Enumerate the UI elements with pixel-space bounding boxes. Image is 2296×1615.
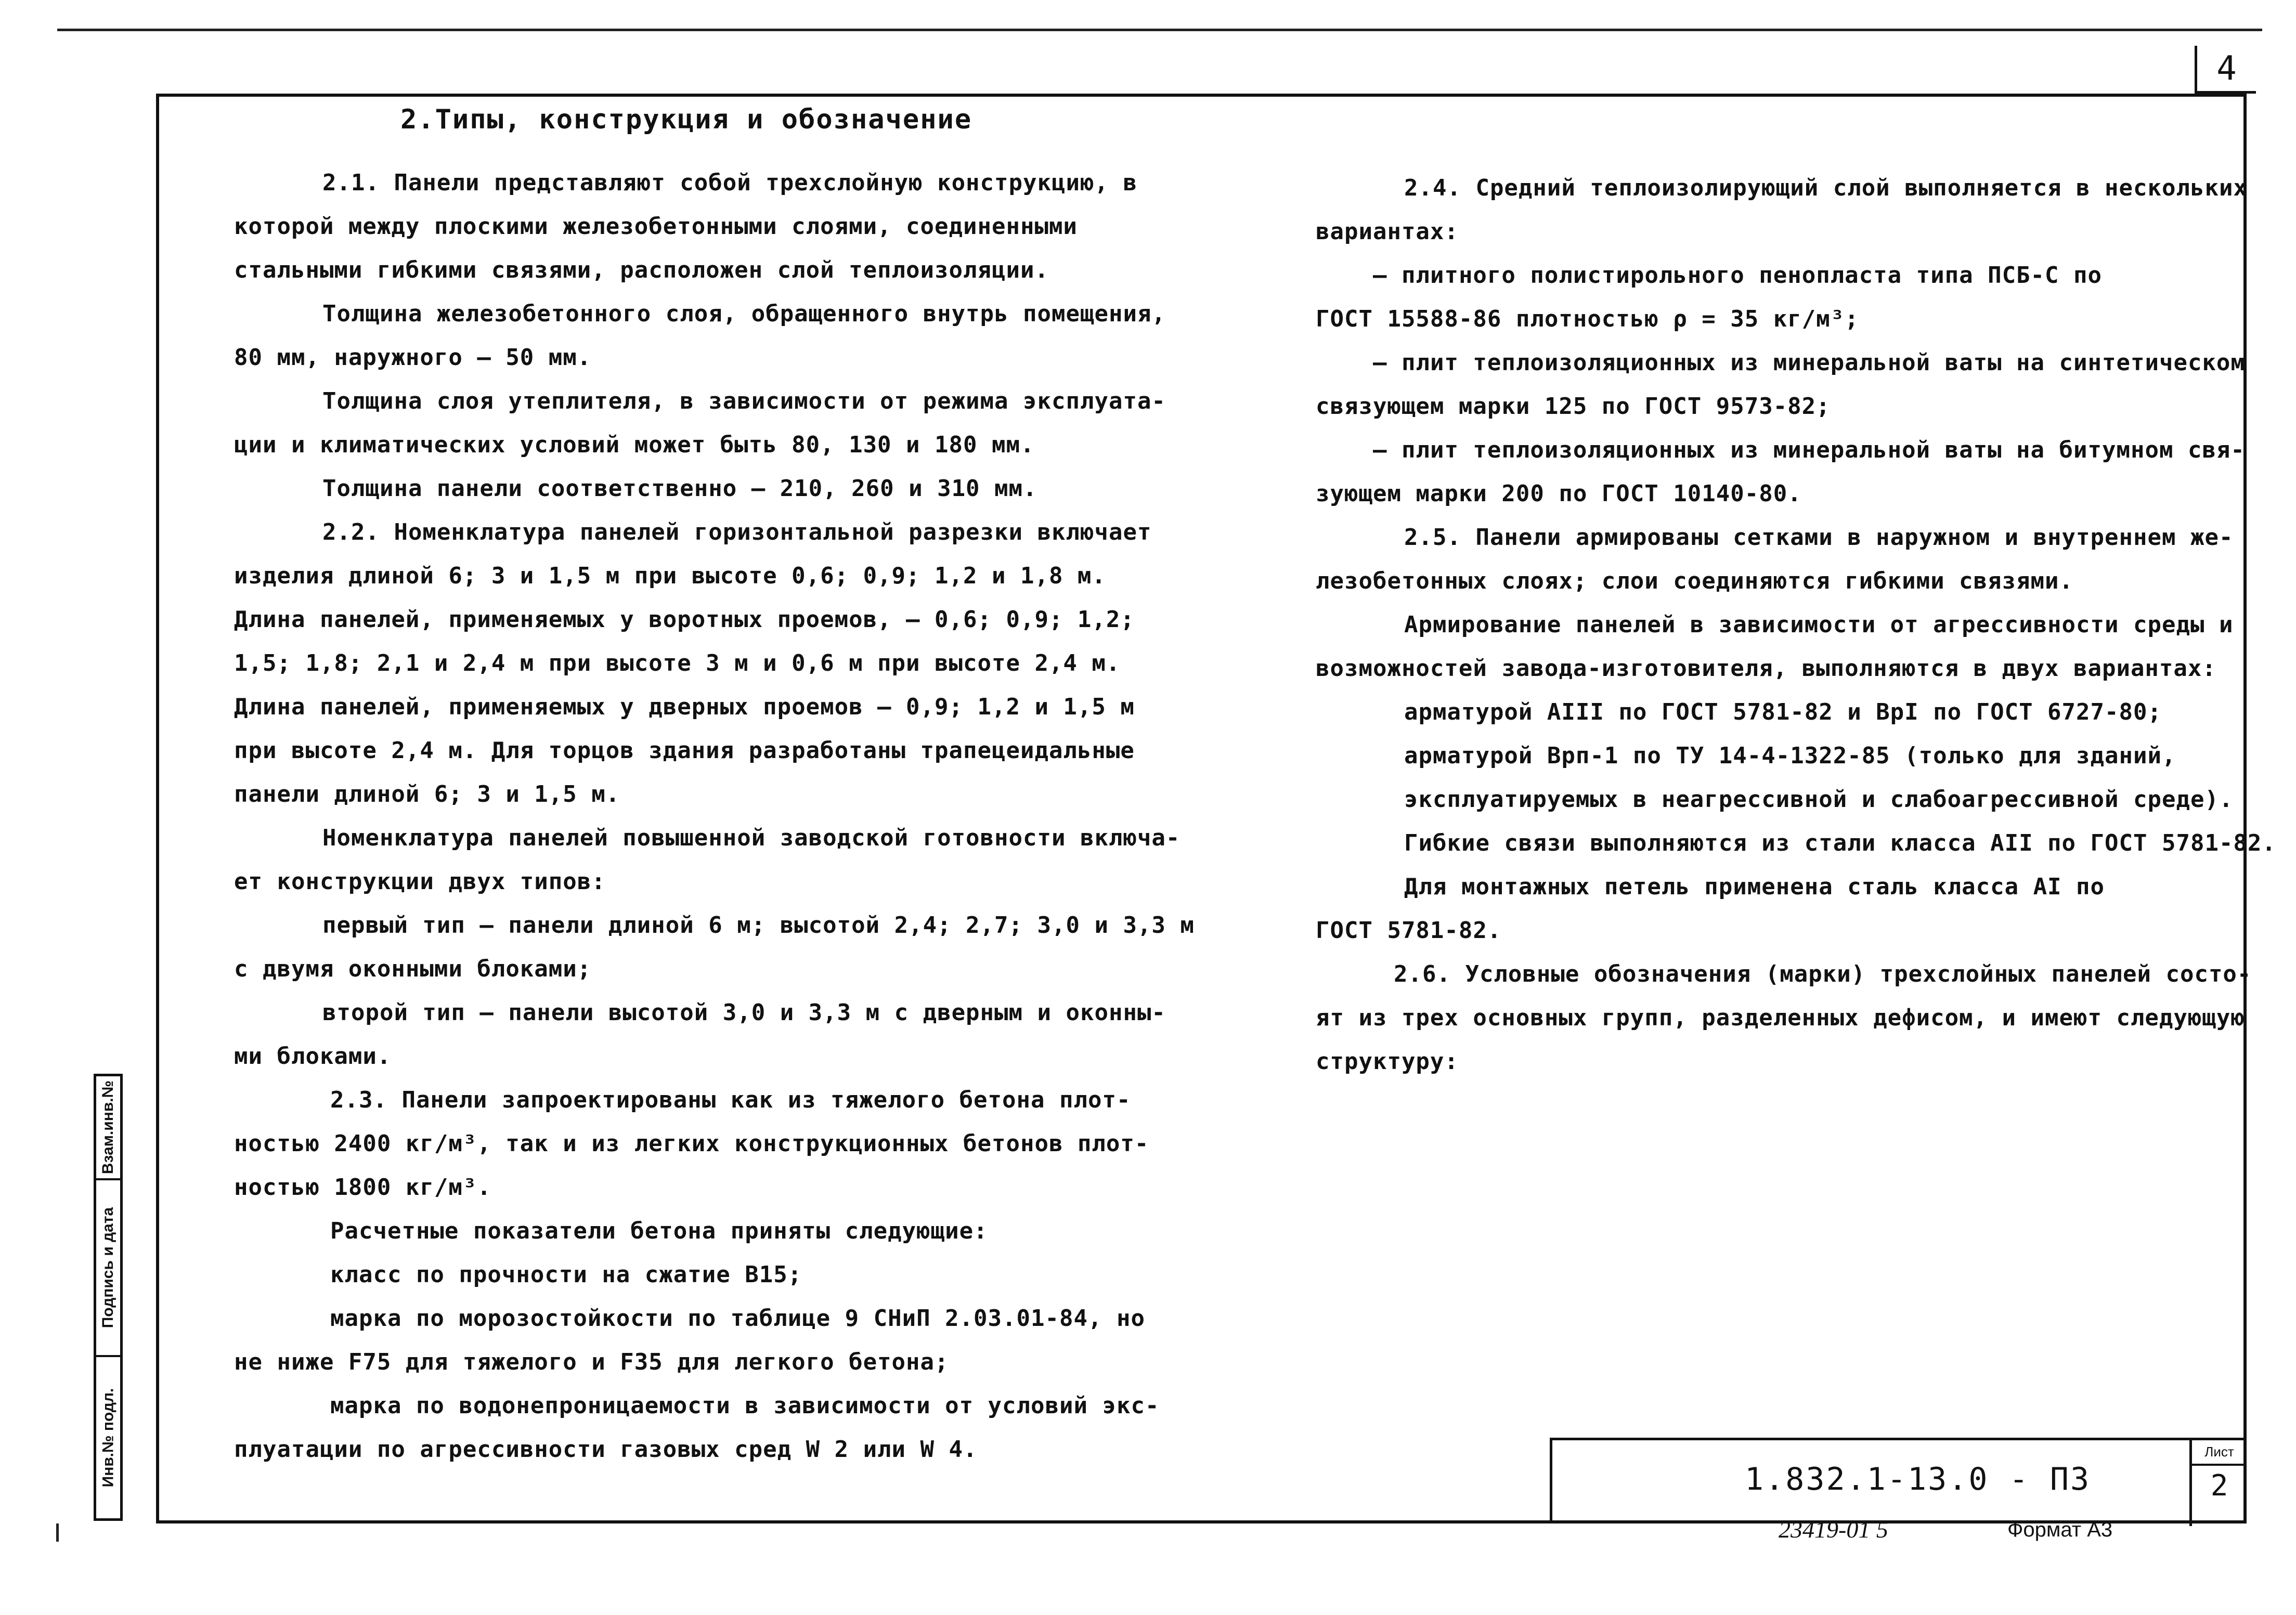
right-text-column: [1316, 166, 2276, 1084]
side-cell-original-inventory: [96, 1357, 120, 1518]
right-text-line: вариантах:: [1316, 218, 1459, 245]
left-text-line: Длина панелей, применяемых у дверных проемов – 0,9; 1,2 и 1,5 м: [234, 694, 1135, 720]
left-text-line: Длина панелей, применяемых у воротных проемов, – 0,6; 0,9; 1,2;: [234, 606, 1135, 633]
left-text-line: ми блоками.: [234, 1043, 392, 1070]
left-text-line: Толщина панели соответственно – 210, 260 и 310 мм.: [322, 475, 1037, 502]
left-text-column: [234, 161, 1195, 1471]
left-text-line: плуатации по агрессивности газовых сред W 2 или W 4.: [234, 1436, 978, 1463]
side-cell-original-label: Инв.№ подл.: [99, 1388, 117, 1488]
right-text-line: Гибкие связи выполняются из стали класса АII по ГОСТ 5781-82.: [1404, 830, 2276, 856]
left-text-line: Толщина железобетонного слоя, обращенного внутрь помещения,: [322, 301, 1166, 327]
right-text-line: Армирование панелей в зависимости от агрессивности среды и: [1404, 611, 2234, 638]
left-text-line: ностью 2400 кг/м³, так и из легких конструкционных бетонов плот-: [234, 1130, 1149, 1157]
left-text-line: первый тип – панели длиной 6 м; высотой 2,4; 2,7; 3,0 и 3,3 м: [322, 912, 1195, 939]
right-text-line: структуру:: [1316, 1048, 1459, 1075]
right-text-line: связующем марки 125 по ГОСТ 9573-82;: [1316, 393, 1831, 420]
side-cell-signature-date: [96, 1180, 120, 1357]
right-text-line: зующем марки 200 по ГОСТ 10140-80.: [1316, 480, 1802, 507]
side-cell-inventory-label: Взам.инв.№: [99, 1080, 116, 1175]
side-cell-inventory: [96, 1076, 120, 1180]
left-text-line: 2.3. Панели запроектированы как из тяжелого бетона плот-: [330, 1087, 1131, 1113]
right-text-line: Для монтажных петель применена сталь класса АI по: [1404, 874, 2105, 900]
right-text-line: арматурой Врп-1 по ТУ 14-4-1322-85 (только для зданий,: [1404, 743, 2176, 769]
left-text-line: класс по прочности на сжатие В15;: [330, 1261, 802, 1288]
left-text-line: Номенклатура панелей повышенной заводской готовности включа-: [322, 825, 1181, 851]
right-text-line: возможностей завода-изготовителя, выполняются в двух вариантах:: [1316, 655, 2216, 682]
left-text-line: стальными гибкими связями, расположен слой теплоизоляции.: [234, 257, 1049, 283]
right-text-line: 2.6. Условные обозначения (марки) трехслойных панелей состо-: [1394, 961, 2252, 987]
left-text-line: 2.2. Номенклатура панелей горизонтальной разрезки включает: [322, 519, 1152, 545]
left-text-line: ции и климатических условий может быть 80, 130 и 180 мм.: [234, 432, 1035, 458]
stamp-number: 23419-01 5: [1779, 1516, 1888, 1543]
sheet-box: [2189, 1440, 2247, 1526]
left-text-line: изделия длиной 6; 3 и 1,5 м при высоте 0,6; 0,9; 1,2 и 1,8 м.: [234, 563, 1106, 589]
left-text-line: при высоте 2,4 м. Для торцов здания разработаны трапецеидальные: [234, 737, 1135, 764]
left-text-line: 80 мм, наружного – 50 мм.: [234, 344, 592, 371]
left-text-line: второй тип – панели высотой 3,0 и 3,3 м с дверным и оконны-: [322, 999, 1166, 1026]
left-text-line: ностью 1800 кг/м³.: [234, 1174, 491, 1201]
left-text-line: Расчетные показатели бетона приняты следующие:: [330, 1218, 988, 1244]
right-text-line: арматурой АIII по ГОСТ 5781-82 и ВрI по ГОСТ 6727-80;: [1404, 699, 2162, 725]
left-text-line: ет конструкции двух типов:: [234, 868, 606, 895]
title-block: [1550, 1438, 2247, 1523]
left-text-line: панели длиной 6; 3 и 1,5 м.: [234, 781, 620, 808]
left-text-line: 1,5; 1,8; 2,1 и 2,4 м при высоте 3 м и 0,6 м при высоте 2,4 м.: [234, 650, 1121, 676]
right-text-line: ГОСТ 5781-82.: [1316, 917, 1502, 944]
left-text-line: с двумя оконными блоками;: [234, 956, 592, 982]
sheet-label: Лист: [2192, 1440, 2247, 1466]
side-stamp-strip: [94, 1074, 123, 1521]
right-text-line: – плит теплоизоляционных из минеральной ваты на синтетическом: [1373, 349, 2245, 376]
right-text-line: ГОСТ 15588-86 плотностью ρ = 35 кг/м³;: [1316, 306, 1859, 332]
left-text-line: 2.1. Панели представляют собой трехслойную конструкцию, в: [322, 170, 1137, 196]
sheet-number: 2: [2210, 1469, 2228, 1503]
right-text-line: 2.4. Средний теплоизолирующий слой выполняется в нескольких: [1404, 175, 2248, 201]
format-label: Формат А3: [2007, 1518, 2113, 1541]
left-text-line: которой между плоскими железобетонными слоями, соединенными: [234, 213, 1078, 240]
section-heading: 2.Типы, конструкция и обозначение: [400, 104, 972, 135]
corner-tick: [56, 1523, 59, 1542]
left-text-line: не ниже F75 для тяжелого и F35 для легкого бетона;: [234, 1349, 949, 1375]
right-text-line: – плитного полистирольного пенопласта типа ПСБ-С по: [1373, 262, 2103, 289]
right-text-line: лезобетонных слоях; слои соединяются гибкими связями.: [1316, 568, 2073, 594]
left-text-line: марка по водонепроницаемости в зависимости от условий экс-: [330, 1392, 1160, 1419]
right-text-line: ят из трех основных групп, разделенных дефисом, и имеют следующую: [1316, 1005, 2245, 1031]
right-text-line: 2.5. Панели армированы сетками в наружном и внутреннем же-: [1404, 524, 2234, 551]
right-text-line: эксплуатируемых в неагрессивной и слабоагрессивной среде).: [1404, 786, 2234, 813]
document-code: 1.832.1-13.0 - П3: [1745, 1461, 2091, 1497]
right-text-line: – плит теплоизоляционных из минеральной ваты на битумном свя-: [1373, 437, 2245, 463]
sheet-corner-number: 4: [2195, 46, 2256, 94]
left-text-line: марка по морозостойкости по таблице 9 СНиП 2.03.01-84, но: [330, 1305, 1145, 1332]
left-text-line: Толщина слоя утеплителя, в зависимости от режима эксплуата-: [322, 388, 1166, 414]
side-cell-signature-label: Подпись и дата: [99, 1207, 117, 1329]
